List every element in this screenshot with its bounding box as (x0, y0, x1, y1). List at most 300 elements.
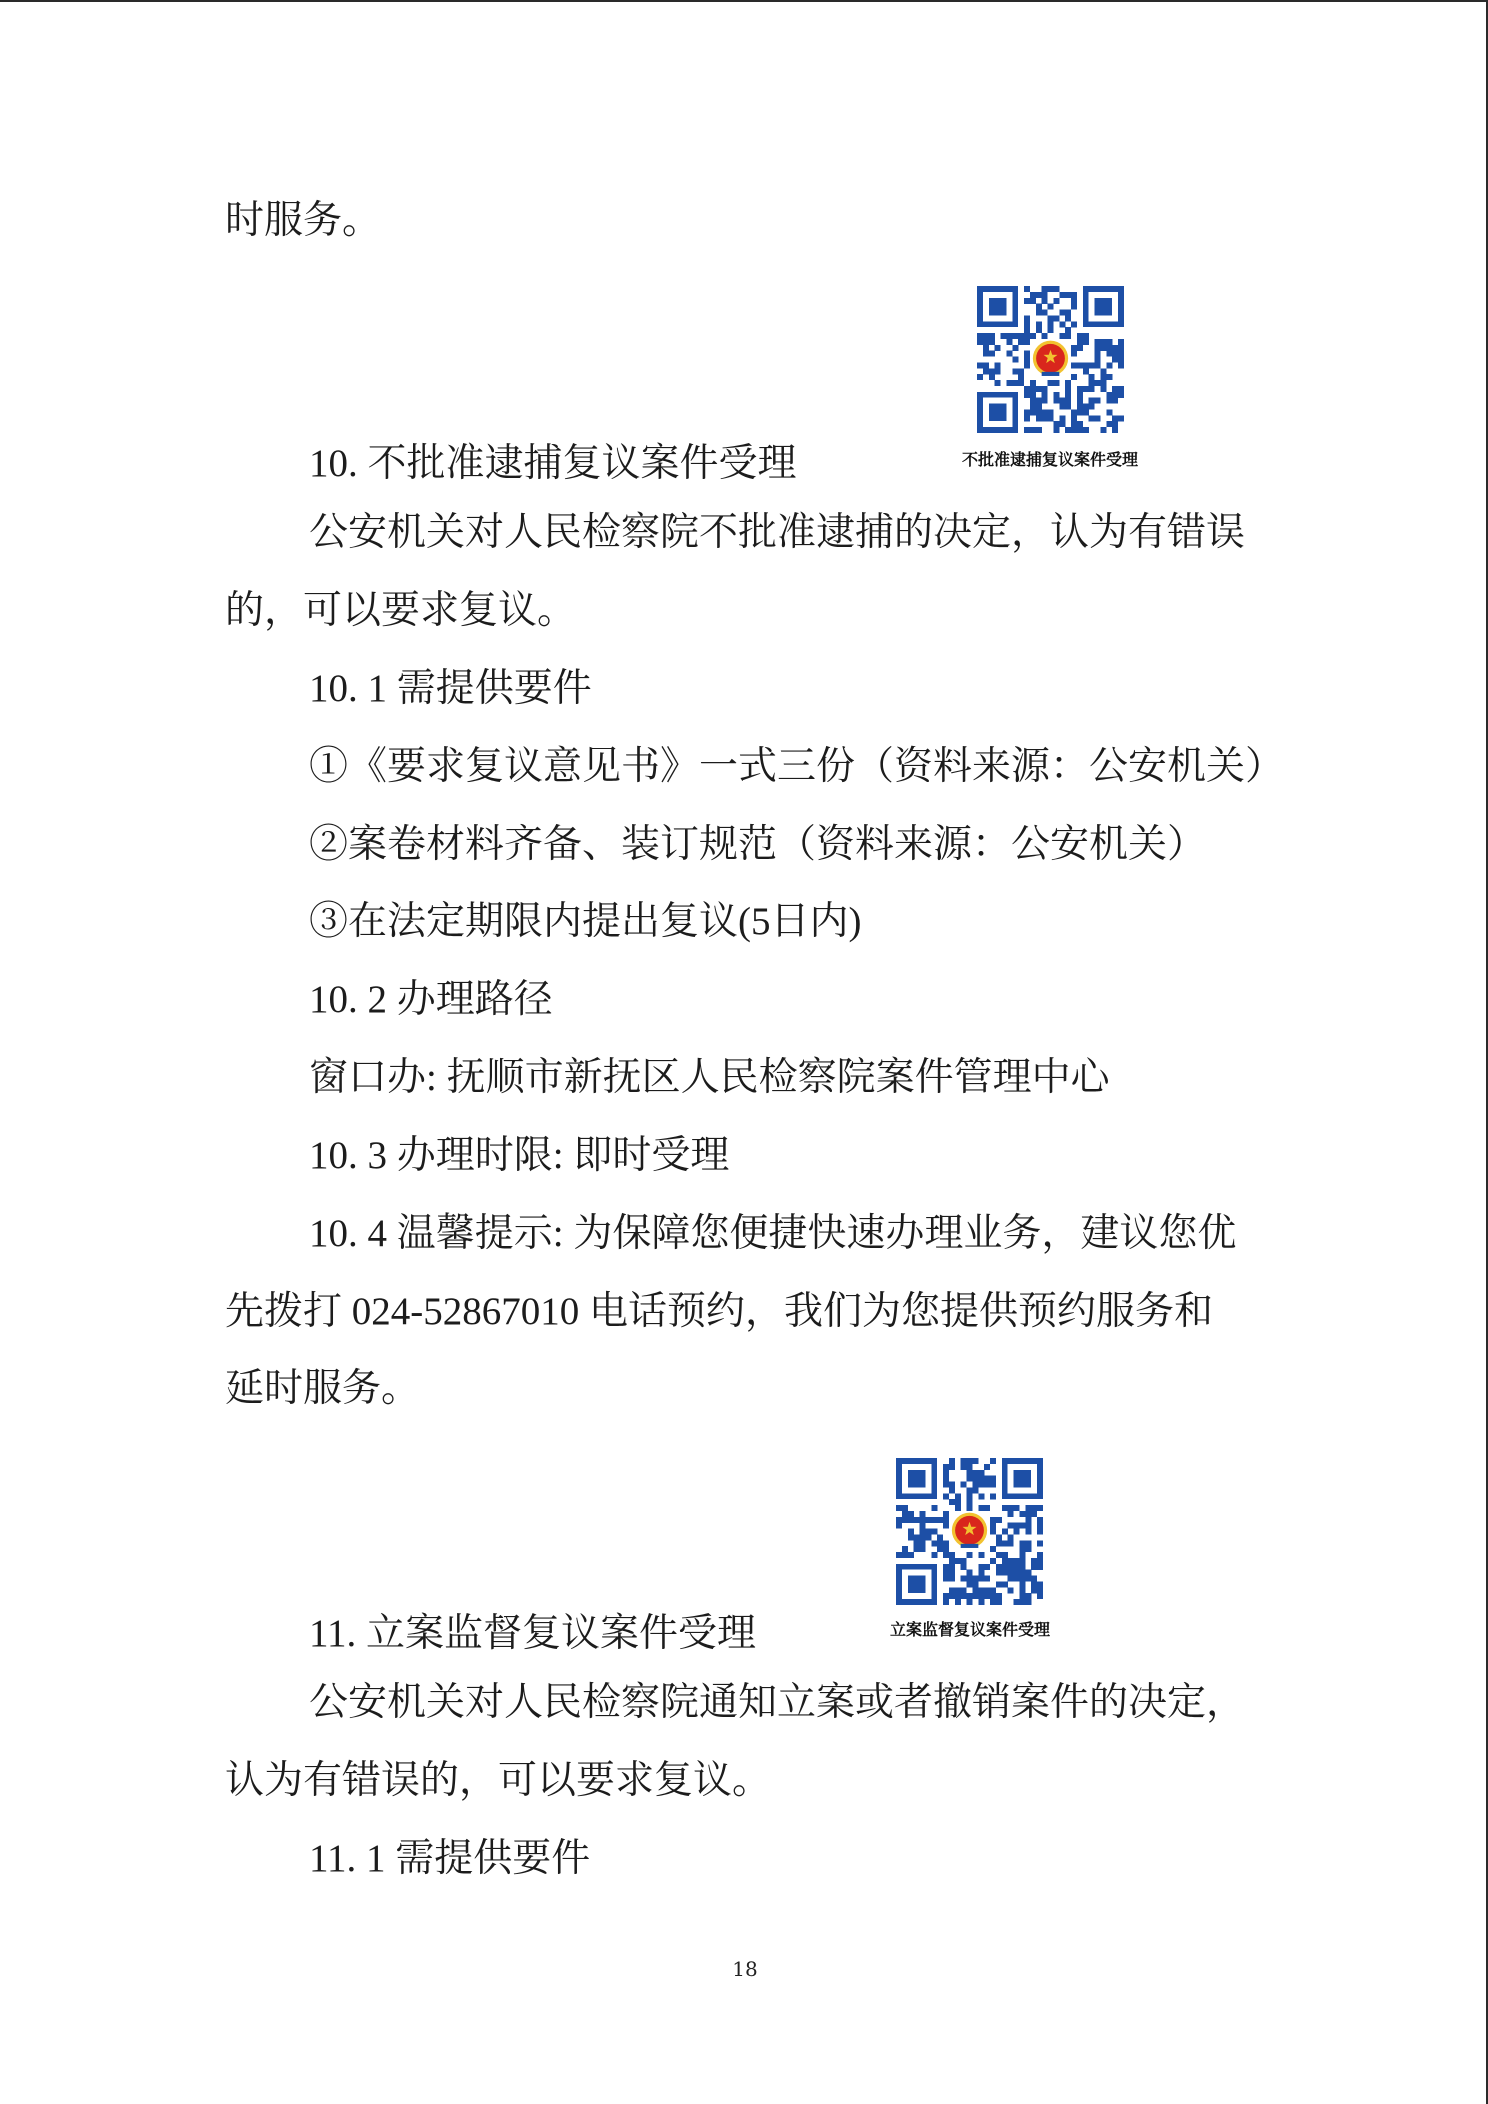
qr-module (1065, 292, 1071, 298)
qr-module (1053, 380, 1059, 386)
qr-module (972, 1470, 978, 1476)
qr-module (1100, 427, 1106, 433)
qr-module (1071, 292, 1077, 298)
qr-module (1071, 304, 1077, 310)
qr-module (1048, 415, 1054, 421)
qr-finder-eye (1014, 1470, 1032, 1488)
qr-module (1065, 310, 1071, 316)
qr-module (908, 1529, 914, 1535)
qr-module (990, 1558, 996, 1564)
qr-module (1059, 415, 1065, 421)
qr-module (1095, 357, 1101, 363)
qr-module (896, 1505, 902, 1511)
qr-module (984, 1505, 990, 1511)
qr-module (1083, 404, 1089, 410)
qr-module (1031, 1576, 1037, 1582)
qr-module (967, 1593, 973, 1599)
qr-module (1025, 1593, 1031, 1599)
requirement-item: ②案卷材料齐备、装订规范（资料来源：公安机关） (309, 823, 1207, 866)
qr-module (1019, 1581, 1025, 1587)
qr-module (1077, 339, 1083, 345)
qr-module (1012, 357, 1018, 363)
qr-module (1025, 1529, 1031, 1535)
qr-module (1071, 427, 1077, 433)
qr-module (1042, 298, 1048, 304)
subsection-heading: 10. 2 办理路径 (309, 978, 553, 1021)
qr-module (925, 1534, 931, 1540)
qr-module (908, 1517, 914, 1523)
qr-module (1053, 392, 1059, 398)
qr-module (943, 1493, 949, 1499)
qr-module (1053, 421, 1059, 427)
qr-module (1036, 386, 1042, 392)
qr-module (1112, 398, 1118, 404)
qr-module (1106, 339, 1112, 345)
qr-module (989, 374, 995, 380)
qr-module (984, 1482, 990, 1488)
qr-module (1012, 380, 1018, 386)
qr-module (1065, 398, 1071, 404)
qr-module (1112, 357, 1118, 363)
qr-module (1071, 374, 1077, 380)
qr-module (1036, 427, 1042, 433)
qr-module (1018, 368, 1024, 374)
qr-module (1106, 345, 1112, 351)
qr-module (961, 1458, 967, 1464)
qr-module (1014, 1576, 1020, 1582)
qr-module (943, 1540, 949, 1546)
qr-module (978, 1587, 984, 1593)
qr-module (1008, 1523, 1014, 1529)
qr-module (996, 1540, 1002, 1546)
qr-module (1024, 333, 1030, 339)
qr-module (1065, 386, 1071, 392)
qr-module (1089, 362, 1095, 368)
qr-module (1024, 362, 1030, 368)
qr-module (995, 380, 1001, 386)
qr-module (914, 1546, 920, 1552)
qr-module (955, 1505, 961, 1511)
qr-module (1071, 421, 1077, 427)
qr-module (908, 1552, 914, 1558)
qr-module (943, 1552, 949, 1558)
qr-module (943, 1517, 949, 1523)
qr-module (984, 1564, 990, 1570)
qr-module (1008, 1505, 1014, 1511)
tips-line: 10. 4 温馨提示: 为保障您便捷快速办理业务，建议您优 (309, 1212, 1237, 1255)
qr-module (1019, 1558, 1025, 1564)
qr-module (1031, 1558, 1037, 1564)
qr-module (1012, 333, 1018, 339)
qr-module (1112, 386, 1118, 392)
qr-module (943, 1564, 949, 1570)
qr-module (1024, 392, 1030, 398)
qr-module (955, 1558, 961, 1564)
qr-module (914, 1540, 920, 1546)
qr-module (1014, 1523, 1020, 1529)
emblem-base (961, 1544, 979, 1548)
qr-module (983, 351, 989, 357)
qr-module (920, 1511, 926, 1517)
qr-module (978, 1552, 984, 1558)
qr-module (1008, 1540, 1014, 1546)
qr-module (1077, 398, 1083, 404)
qr-module (996, 1552, 1002, 1558)
qr-module (1118, 362, 1124, 368)
requirement-item: ③在法定期限内提出复议(5日内) (309, 900, 862, 943)
qr-module (996, 1570, 1002, 1576)
qr-module (1006, 339, 1012, 345)
qr-module (1024, 327, 1030, 333)
qr-module (1042, 292, 1048, 298)
qr-module (1014, 1529, 1020, 1535)
qr-module (1031, 1581, 1037, 1587)
qr-module (1095, 380, 1101, 386)
qr-module (1030, 392, 1036, 398)
qr-module (1118, 345, 1124, 351)
qr-module (1025, 1599, 1031, 1605)
qr-module (943, 1576, 949, 1582)
qr-module (1025, 1505, 1031, 1511)
qr-module (1071, 321, 1077, 327)
qr-module (920, 1534, 926, 1540)
qr-module (967, 1570, 973, 1576)
tips-line: 延时服务。 (225, 1367, 421, 1410)
emblem-base (1042, 372, 1060, 376)
qr-module (1083, 368, 1089, 374)
qr-module (896, 1523, 902, 1529)
qr-module (908, 1511, 914, 1517)
qr-module (1106, 351, 1112, 357)
qr-module (1118, 351, 1124, 357)
qr-module (978, 1593, 984, 1599)
qr-module (967, 1576, 973, 1582)
qr-module (1065, 333, 1071, 339)
qr-module (931, 1517, 937, 1523)
qr-module (978, 1482, 984, 1488)
qr-module (1030, 398, 1036, 404)
qr-module (943, 1599, 949, 1605)
qr-module (943, 1511, 949, 1517)
qr-module (1024, 298, 1030, 304)
qr-module (896, 1552, 902, 1558)
qr-module (1019, 1576, 1025, 1582)
qr-module (1089, 415, 1095, 421)
qr-module (1018, 339, 1024, 345)
qr-module (1065, 427, 1071, 433)
qr-module (1065, 404, 1071, 410)
qr-module (1037, 1564, 1043, 1570)
qr-module (967, 1464, 973, 1470)
qr-module (1095, 398, 1101, 404)
qr-module (914, 1517, 920, 1523)
qr-module (996, 1593, 1002, 1599)
qr-module (1002, 1505, 1008, 1511)
qr-module (1037, 1558, 1043, 1564)
qr-module (978, 1493, 984, 1499)
qr-module (920, 1517, 926, 1523)
qr-module (967, 1599, 973, 1605)
qr-module (1012, 345, 1018, 351)
qr-module (990, 1599, 996, 1605)
qr-module (949, 1587, 955, 1593)
qr-module (949, 1570, 955, 1576)
qr-module (1002, 1564, 1008, 1570)
qr-module (937, 1517, 943, 1523)
qr-module (1095, 351, 1101, 357)
qr-module (1077, 421, 1083, 427)
qr-module (1112, 392, 1118, 398)
qr-module (1042, 409, 1048, 415)
qr-module (1025, 1546, 1031, 1552)
qr-module (1008, 1587, 1014, 1593)
qr-module (1014, 1564, 1020, 1570)
qr-module (1106, 362, 1112, 368)
qr-module (1042, 415, 1048, 421)
qr-module (983, 362, 989, 368)
qr-module (967, 1499, 973, 1505)
qr-module (1089, 404, 1095, 410)
qr-module (1071, 362, 1077, 368)
qr-module (990, 1482, 996, 1488)
qr-module (1106, 392, 1112, 398)
qr-module (949, 1593, 955, 1599)
paragraph-line: 的，可以要求复议。 (225, 589, 577, 632)
continuation-text: 时服务。 (225, 199, 382, 242)
qr-module (1036, 398, 1042, 404)
qr-module (1089, 380, 1095, 386)
qr-module (967, 1493, 973, 1499)
qr-module (1065, 380, 1071, 386)
qr-module (984, 1587, 990, 1593)
qr-module (1059, 404, 1065, 410)
qr-module (1012, 368, 1018, 374)
qr-module (1036, 409, 1042, 415)
qr-module (1083, 362, 1089, 368)
qr-module (967, 1552, 973, 1558)
qr-module (983, 368, 989, 374)
qr-module (1083, 339, 1089, 345)
qr-module (1006, 351, 1012, 357)
time-limit-text: 10. 3 办理时限: 即时受理 (309, 1134, 730, 1177)
qr-module (977, 362, 983, 368)
qr-module (1036, 327, 1042, 333)
qr-module (990, 1587, 996, 1593)
qr-module (1118, 357, 1124, 363)
qr-module (1100, 345, 1106, 351)
qr-module (1112, 351, 1118, 357)
qr-module (1014, 1505, 1020, 1511)
qr-module (990, 1493, 996, 1499)
qr-module (972, 1482, 978, 1488)
qr-module (1002, 1552, 1008, 1558)
qr-module (989, 333, 995, 339)
qr-module (1036, 292, 1042, 298)
qr-module (1006, 380, 1012, 386)
qr-module (995, 345, 1001, 351)
qr-module (1002, 1570, 1008, 1576)
qr-module (1019, 1552, 1025, 1558)
tips-line: 先拨打 024-52867010 电话预约，我们为您提供预约服务和 (225, 1290, 1213, 1333)
qr-module (949, 1487, 955, 1493)
qr-module (943, 1476, 949, 1482)
qr-module (978, 1476, 984, 1482)
qr-module (1036, 310, 1042, 316)
qr-module (949, 1499, 955, 1505)
qr-module (1053, 286, 1059, 292)
qr-module (931, 1540, 937, 1546)
qr-module (1059, 398, 1065, 404)
qr-module (996, 1599, 1002, 1605)
qr-module (972, 1587, 978, 1593)
qr-module (972, 1476, 978, 1482)
subsection-heading: 10. 1 需提供要件 (309, 667, 592, 710)
qr-module (949, 1558, 955, 1564)
qr-module (1014, 1570, 1020, 1576)
qr-module (949, 1564, 955, 1570)
qr-module (949, 1458, 955, 1464)
qr-module (1106, 374, 1112, 380)
qr-module (1024, 386, 1030, 392)
qr-module (1077, 333, 1083, 339)
qr-module (996, 1564, 1002, 1570)
qr-module (972, 1487, 978, 1493)
qr-module (1042, 386, 1048, 392)
qr-module (1036, 304, 1042, 310)
qr-module (961, 1593, 967, 1599)
qr-module (1024, 286, 1030, 292)
qr-module (1071, 409, 1077, 415)
qr-module (990, 1593, 996, 1599)
qr-module (995, 362, 1001, 368)
qr-module (1048, 321, 1054, 327)
qr-module (1031, 1505, 1037, 1511)
qr-module (955, 1593, 961, 1599)
qr-module (1100, 339, 1106, 345)
qr-module (1031, 1511, 1037, 1517)
qr-module (967, 1470, 973, 1476)
qr-module (931, 1529, 937, 1535)
qr-module (1042, 333, 1048, 339)
qr-module (961, 1464, 967, 1470)
qr-module (1008, 1534, 1014, 1540)
qr-module (989, 339, 995, 345)
qr-module (1031, 1587, 1037, 1593)
qr-module (1100, 368, 1106, 374)
qr-module (1089, 374, 1095, 380)
qr-module (1077, 404, 1083, 410)
qr-module (984, 1476, 990, 1482)
qr-code-non-approval-arrest-review (977, 286, 1124, 433)
qr-module (1077, 386, 1083, 392)
requirement-item: ①《要求复议意见书》一式三份（资料来源：公安机关） (309, 745, 1285, 788)
qr-module (1025, 1540, 1031, 1546)
qr-module (1037, 1517, 1043, 1523)
qr-module (1112, 421, 1118, 427)
qr-module (1008, 1564, 1014, 1570)
qr-module (1106, 421, 1112, 427)
qr-module (967, 1476, 973, 1482)
qr-module (990, 1458, 996, 1464)
qr-module (984, 1593, 990, 1599)
qr-module (1037, 1540, 1043, 1546)
qr-module (943, 1593, 949, 1599)
qr-finder-eye (1095, 298, 1113, 316)
qr-module (1077, 427, 1083, 433)
qr-module (1048, 304, 1054, 310)
qr-module (943, 1482, 949, 1488)
qr-module (1036, 415, 1042, 421)
qr-module (902, 1505, 908, 1511)
page-number: 18 (732, 1957, 758, 1981)
qr-module (1059, 421, 1065, 427)
qr-module (920, 1523, 926, 1529)
qr-module (1019, 1540, 1025, 1546)
qr-module (1037, 1581, 1043, 1587)
qr-module (967, 1487, 973, 1493)
qr-module (978, 1564, 984, 1570)
qr-module (989, 368, 995, 374)
qr-module (1037, 1505, 1043, 1511)
qr-module (1048, 286, 1054, 292)
qr-module (937, 1546, 943, 1552)
qr-module (1089, 386, 1095, 392)
qr-module (1042, 392, 1048, 398)
qr-module (983, 339, 989, 345)
paragraph-line: 公安机关对人民检察院不批准逮捕的决定，认为有错误 (309, 511, 1246, 554)
section-heading: 10. 不批准逮捕复议案件受理 (309, 442, 797, 485)
qr-module (1001, 333, 1007, 339)
qr-module (1006, 333, 1012, 339)
qr-module (972, 1593, 978, 1599)
qr-module (920, 1529, 926, 1535)
qr-module (920, 1546, 926, 1552)
qr-module (1065, 327, 1071, 333)
qr-module (1025, 1576, 1031, 1582)
qr-module (1053, 398, 1059, 404)
qr-module (1118, 392, 1124, 398)
qr-module (996, 1534, 1002, 1540)
qr-module (1008, 1576, 1014, 1582)
qr-module (937, 1534, 943, 1540)
qr-module (949, 1464, 955, 1470)
qr-module (1077, 409, 1083, 415)
qr-caption: 不批准逮捕复议案件受理 (961, 450, 1138, 469)
qr-module (1048, 315, 1054, 321)
qr-module (1118, 386, 1124, 392)
qr-finder-eye (989, 404, 1007, 422)
qr-module (1019, 1546, 1025, 1552)
qr-module (1030, 409, 1036, 415)
qr-module (914, 1534, 920, 1540)
qr-module (984, 1576, 990, 1582)
qr-module (1024, 339, 1030, 345)
qr-module (1118, 415, 1124, 421)
qr-code-case-filing-supervision-review (896, 1458, 1043, 1605)
qr-module (943, 1570, 949, 1576)
qr-module (1095, 362, 1101, 368)
qr-module (1018, 374, 1024, 380)
qr-module (1112, 427, 1118, 433)
qr-module (1024, 415, 1030, 421)
qr-module (983, 345, 989, 351)
qr-module (1071, 351, 1077, 357)
qr-module (920, 1540, 926, 1546)
subsection-heading: 11. 1 需提供要件 (309, 1837, 591, 1880)
qr-module (1024, 409, 1030, 415)
qr-module (1037, 1587, 1043, 1593)
qr-module (977, 339, 983, 345)
